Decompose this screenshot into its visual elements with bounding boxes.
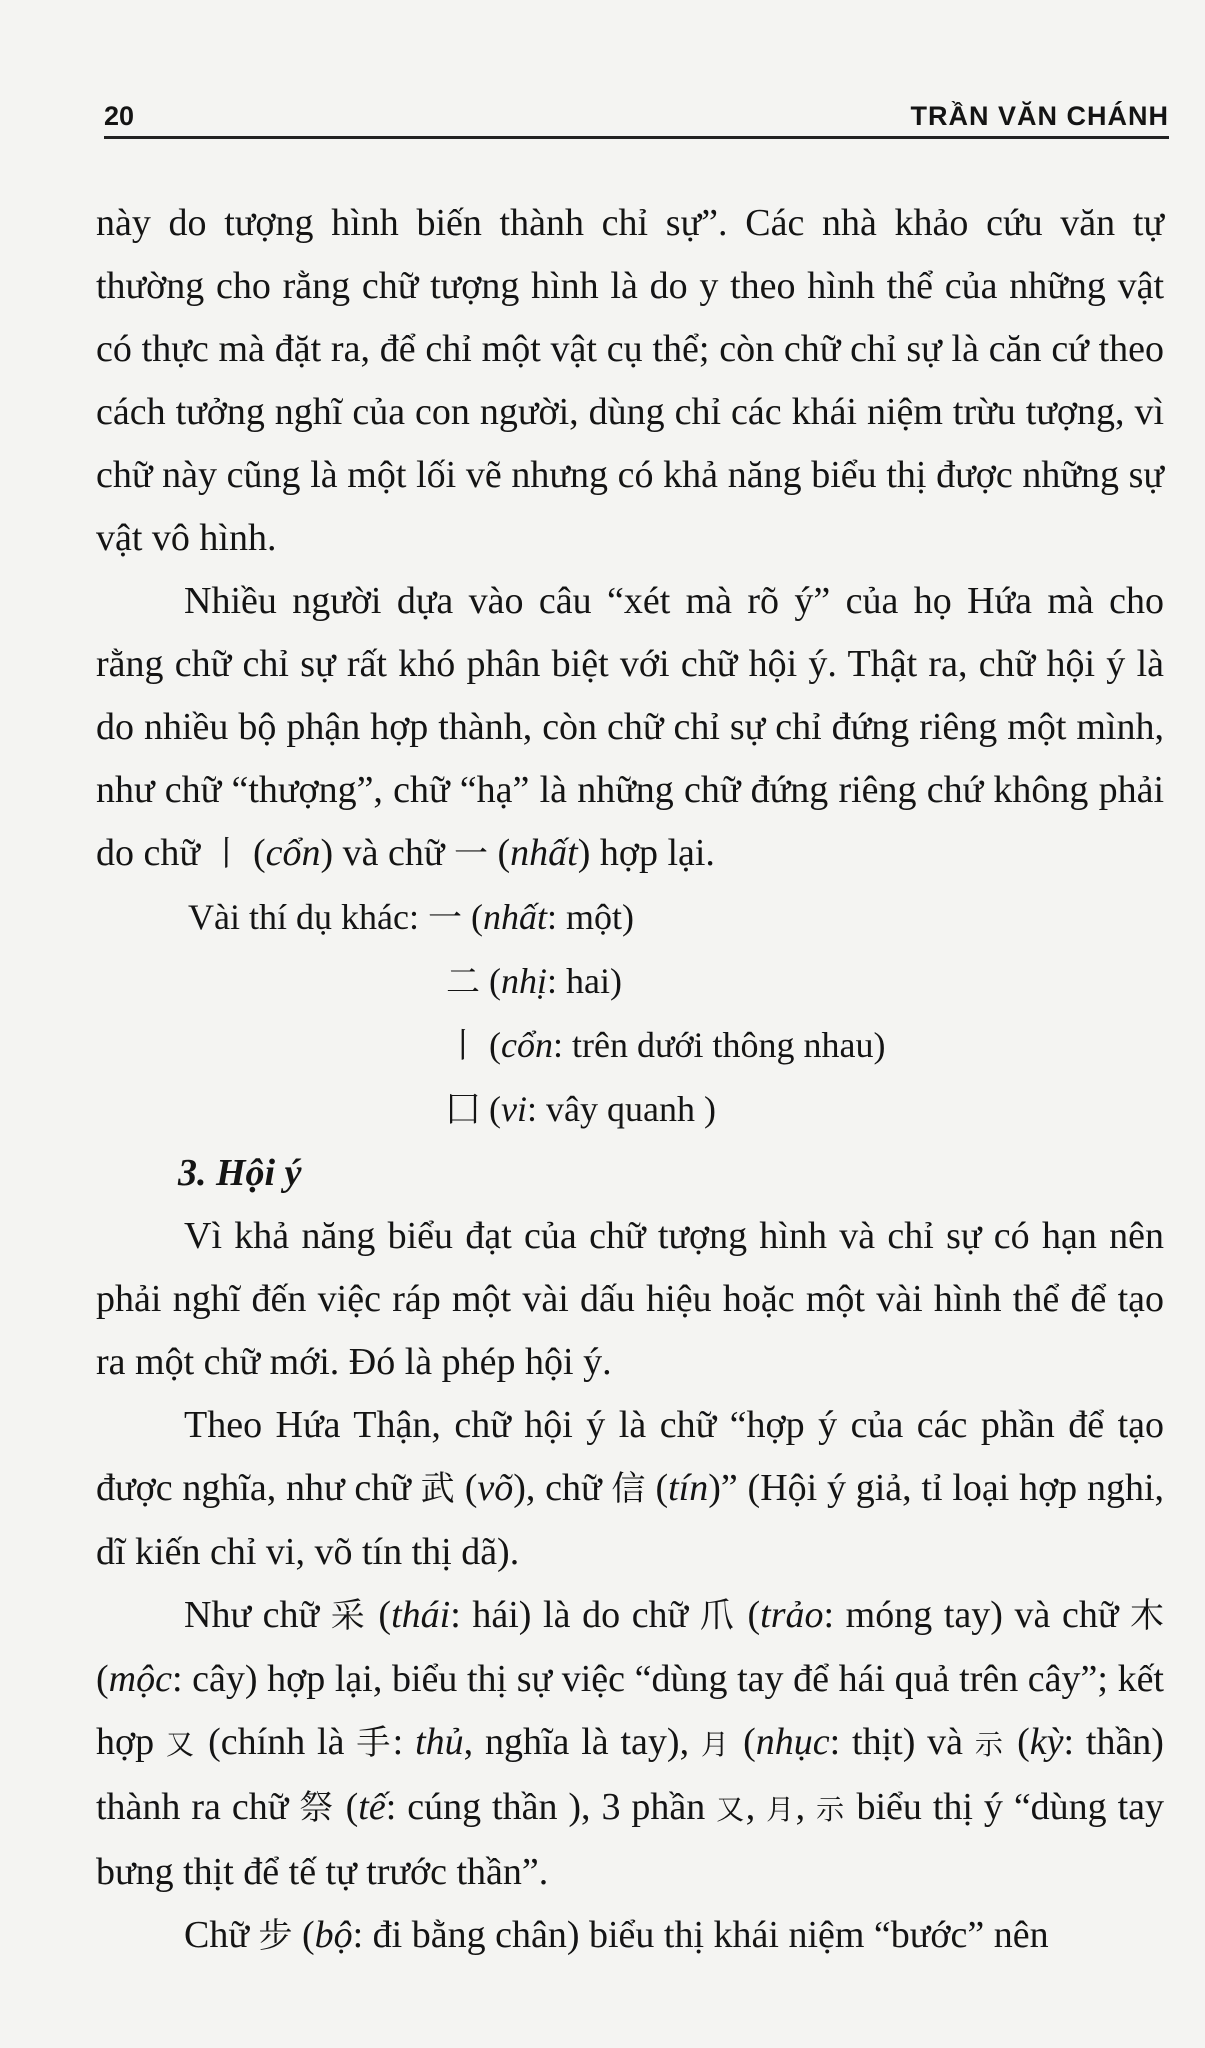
reading: mộc (108, 1658, 172, 1700)
han-radical: 又 (716, 1793, 746, 1826)
han-character: 一 (427, 898, 462, 938)
han-radical: 月 (700, 1728, 732, 1761)
han-character: 爪 (699, 1596, 736, 1636)
paragraph-bo: Chữ 步 (bộ: đi bằng chân) biểu thị khái niệm “bước” nên (184, 1914, 1049, 1956)
reading: cổn (501, 1025, 553, 1065)
han-character: 丨 (446, 1026, 480, 1066)
reading: thủ (415, 1721, 464, 1763)
running-head-author: TRẦN VĂN CHÁNH (910, 101, 1169, 131)
han-character: 手 (356, 1723, 393, 1763)
paragraph-examples-thai-te: Như chữ 采 (thái: hái) là do chữ 爪 (trảo: móng tay) và chữ 木 (mộc: cây) hợp lại, biểu thị sự việc “dùng tay để hái quả trên cây”; kết hợp 又 (chính là 手: thủ, nghĩa là tay), 月 (nhục: thịt) và 示 (kỳ: thần) thành ra chữ 祭 (tế: cúng thần ), 3 phần 又, 月, 示 biểu thị ý “dùng tay bưng thịt để tế tự trước thần”. (96, 1594, 1165, 1893)
han-character: 一 (453, 834, 488, 874)
han-radical: 又 (165, 1728, 197, 1761)
reading: nhất (510, 832, 578, 874)
example-item: 囗 (vi: vây quanh ) (446, 1089, 716, 1130)
paragraph-continuation: này do tượng hình biến thành chỉ sự”. Các nhà khảo cứu văn tự thường cho rằng chữ tượng hình là do y theo hình thể của những vật có thực mà đặt ra, để chỉ một vật cụ thể; còn chữ chỉ sự là căn cứ theo cách tưởng nghĩ của con người, dùng chỉ các khái niệm trừu tượng, vì chữ này cũng là một lối vẽ nhưng có khả năng biểu thị được những sự vật vô hình. (96, 202, 1164, 559)
han-character: 囗 (446, 1090, 480, 1130)
reading: võ (477, 1467, 514, 1509)
han-character: 祭 (299, 1788, 335, 1828)
running-header (104, 96, 1169, 139)
example-lead: Vài thí dụ khác: (188, 897, 428, 937)
han-radical: 示 (974, 1728, 1006, 1761)
reading: vi (501, 1089, 527, 1129)
page-body (96, 192, 1164, 1968)
reading: bộ (314, 1914, 353, 1956)
paragraph-hoi-y-intro: Vì khả năng biểu đạt của chữ tượng hình và chỉ sự có hạn nên phải nghĩ đến việc ráp một vài dấu hiệu hoặc một vài hình thể để tạo ra một chữ mới. Đó là phép hội ý. (96, 1215, 1164, 1383)
reading: tín (668, 1467, 709, 1509)
reading: nhất (482, 897, 547, 937)
example-item: 二 (nhị: hai) (446, 961, 622, 1002)
paragraph-chi-su: Nhiều người dựa vào câu “xét mà rõ ý” của họ Hứa mà cho rằng chữ chỉ sự rất khó phân biệt với chữ hội ý. Thật ra, chữ hội ý là do nhiều bộ phận hợp thành, còn chữ chỉ sự chỉ đứng riêng một mình, như chữ “thượng”, chữ “hạ” là những chữ đứng riêng chứ không phải do chữ 丨 (cổn) và chữ 一 (nhất) hợp lại. (96, 580, 1164, 874)
han-character: 信 (611, 1469, 646, 1509)
example-item: 丨 (cổn: trên dưới thông nhau) (446, 1025, 886, 1066)
reading: tế (358, 1786, 386, 1828)
reading: nhục (755, 1721, 830, 1763)
example-list (96, 886, 1164, 1142)
reading: kỳ (1029, 1721, 1064, 1763)
reading: trảo (760, 1594, 824, 1636)
reading: cổn (265, 832, 321, 874)
han-character: 采 (330, 1596, 367, 1636)
example-item: Vài thí dụ khác: 一 (nhất: một) (188, 897, 634, 938)
han-character: 丨 (209, 834, 244, 874)
section-heading: 3. Hội ý (178, 1152, 302, 1194)
han-radical: 示 (816, 1793, 846, 1826)
reading: thái (391, 1594, 451, 1636)
page-number: 20 (104, 101, 135, 131)
paragraph-hua-than: Theo Hứa Thận, chữ hội ý là chữ “hợp ý của các phần để tạo được nghĩa, như chữ 武 (võ), chữ 信 (tín)” (Hội ý giả, tỉ loại hợp nghi, dĩ kiến chỉ vi, võ tín thị dã). (96, 1404, 1165, 1573)
han-character: 木 (1130, 1596, 1165, 1636)
reading: nhị (501, 961, 548, 1001)
han-radical: 月 (766, 1793, 796, 1826)
han-character: 武 (420, 1469, 455, 1509)
han-character: 步 (258, 1916, 293, 1956)
han-character: 二 (446, 962, 480, 1002)
